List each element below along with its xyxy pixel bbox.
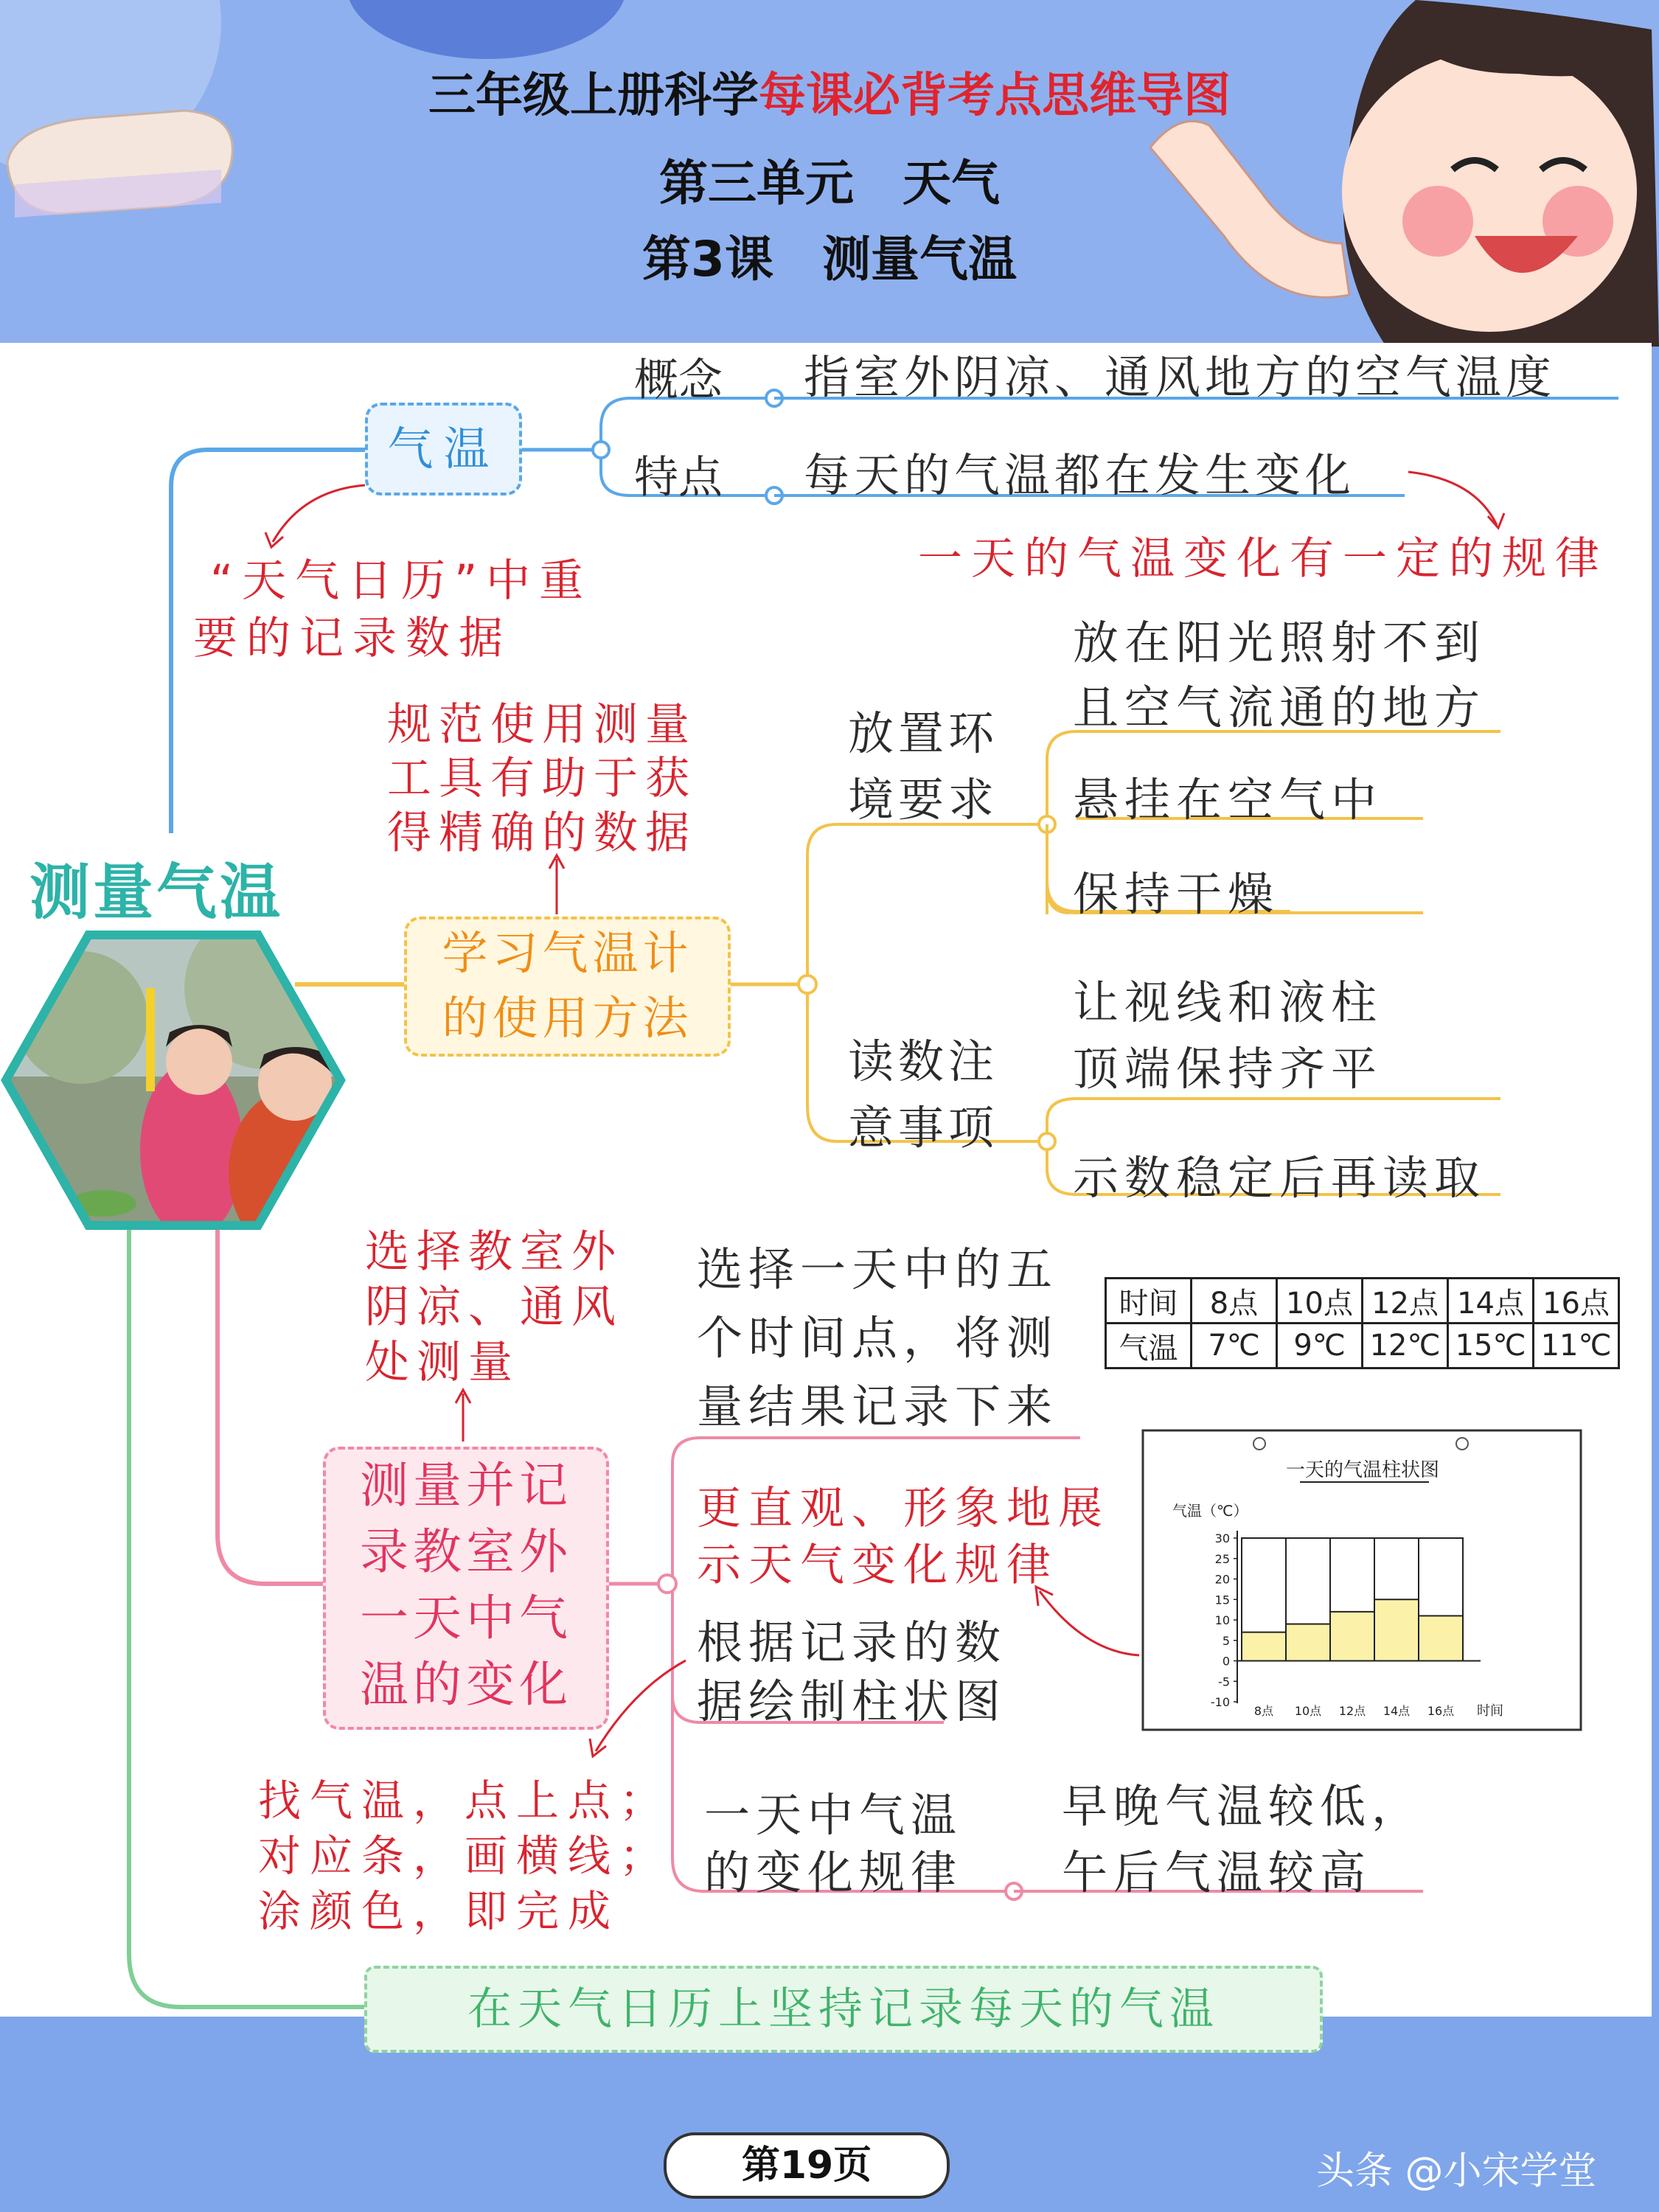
reading-item1-line2: 顶端保持齐平: [1073, 1042, 1383, 1096]
table-cell: 15℃: [1448, 1324, 1534, 1368]
placement-item1-line2: 且空气流通的地方: [1073, 681, 1486, 734]
bar: [1374, 1599, 1419, 1660]
record-node-line3: 一天中气: [360, 1590, 572, 1646]
placement-label-2: 境要求: [848, 773, 999, 827]
precision-note-1: 规范使用测量: [387, 699, 697, 751]
temperature-bar-chart: [1141, 1429, 1582, 1731]
drawing-tip-3: 涂颜色，即完成: [258, 1886, 620, 1936]
temperature-table: [1105, 1277, 1620, 1369]
record-node-line2: 录教室外: [360, 1523, 572, 1580]
feature-text: 每天的气温都在发生变化: [804, 448, 1356, 502]
placement-item2: 悬挂在空气中: [1073, 773, 1383, 827]
unit-title: 第三单元 天气: [659, 155, 1000, 212]
precision-note-2: 工具有助于获: [387, 753, 697, 804]
x-tick-label: 10点: [1294, 1704, 1322, 1718]
step1-line2: 个时间点，将测: [697, 1311, 1059, 1365]
pin-icon: [1456, 1438, 1468, 1450]
weather-calendar-note-2: 要的记录数据: [193, 613, 512, 664]
step3-line2: 的变化规律: [704, 1846, 963, 1899]
thermometer-node-line2: 的使用方法: [442, 991, 693, 1045]
weather-calendar-node: 在天气日历上坚持记录每天的气温: [364, 1966, 1323, 2053]
bar: [1242, 1632, 1286, 1661]
watermark: 头条 @小宋学堂: [1316, 2149, 1597, 2194]
x-tick-label: 8点: [1253, 1704, 1274, 1718]
x-tick-label: 16点: [1427, 1704, 1455, 1718]
pin-icon: [1253, 1438, 1265, 1450]
table-header-temp: 气温: [1106, 1324, 1192, 1368]
reading-item1-line1: 让视线和液柱: [1073, 975, 1383, 1029]
drawing-tip-2: 对应条，画横线；: [258, 1831, 672, 1881]
table-row-time: [1106, 1279, 1619, 1324]
table-row-temp: [1106, 1324, 1619, 1368]
step2-line2: 据绘制柱状图: [697, 1674, 1007, 1728]
placement-item3: 保持干燥: [1073, 867, 1280, 921]
table-cell: 16点: [1534, 1279, 1619, 1324]
table-cell: 9℃: [1277, 1324, 1363, 1368]
concept-label: 概念: [634, 355, 723, 406]
title-highlight: 每课必背考点思维导图: [759, 69, 1231, 123]
table-cell: 10点: [1277, 1279, 1363, 1324]
table-cell: 14点: [1448, 1279, 1534, 1324]
precision-note-3: 得精确的数据: [387, 807, 697, 859]
concept-text: 指室外阴凉、通风地方的空气温度: [804, 350, 1557, 404]
placement-label-1: 放置环: [848, 706, 999, 760]
y-tick-label: 10: [1214, 1613, 1230, 1627]
weather-calendar-note-1: “天气日历”中重: [210, 555, 593, 607]
table-cell: 7℃: [1192, 1324, 1277, 1368]
table-header-time: 时间: [1106, 1279, 1192, 1324]
children-photo: [0, 929, 347, 1231]
air-temperature-node: 气温: [365, 403, 522, 495]
lesson-title: 第3课 测量气温: [642, 231, 1017, 288]
location-note-3: 处测量: [365, 1337, 520, 1388]
reading-item2: 示数稳定后再读取: [1073, 1151, 1486, 1205]
thermometer-node-line1: 学习气温计: [442, 926, 693, 980]
bar: [1286, 1624, 1330, 1661]
y-tick-label: -5: [1218, 1674, 1230, 1689]
record-temperature-node: [323, 1447, 609, 1730]
daily-pattern-note: 一天的气温变化有一定的规律: [918, 533, 1608, 585]
table-cell: 12℃: [1363, 1324, 1448, 1368]
y-tick-label: 0: [1222, 1654, 1230, 1669]
table-cell: 11℃: [1534, 1324, 1619, 1368]
drawing-tip-1: 找气温，点上点；: [258, 1775, 672, 1826]
step3-line1: 一天中气温: [704, 1788, 963, 1842]
table-cell: 8点: [1192, 1279, 1277, 1324]
y-tick-label: -10: [1210, 1695, 1230, 1709]
location-note-1: 选择教室外: [365, 1226, 623, 1278]
title-prefix: 三年级上册科学: [428, 69, 759, 123]
record-node-line4: 温的变化: [360, 1656, 572, 1713]
chart-purpose-note-1: 更直观、形象地展: [697, 1483, 1110, 1534]
step1-line3: 量结果记录下来: [697, 1380, 1059, 1433]
y-tick-label: 15: [1214, 1593, 1230, 1607]
y-tick-label: 20: [1214, 1572, 1230, 1587]
reading-label-1: 读数注: [848, 1034, 999, 1088]
page-number: 第19页: [664, 2132, 950, 2199]
y-tick-label: 30: [1214, 1531, 1230, 1545]
chart-xlabel: 时间: [1477, 1703, 1503, 1719]
thermometer-usage-node: [404, 917, 731, 1057]
chart-title: 一天的气温柱状图: [1285, 1459, 1440, 1481]
y-tick-label: 5: [1222, 1633, 1230, 1648]
x-tick-label: 12点: [1338, 1704, 1366, 1718]
placement-item1-line1: 放在阳光照射不到: [1073, 616, 1486, 669]
reading-label-2: 意事项: [848, 1101, 999, 1155]
step2-line1: 根据记录的数: [697, 1615, 1007, 1669]
table-cell: 12点: [1363, 1279, 1448, 1324]
root-node-label: 测量气温: [29, 858, 284, 928]
y-tick-label: 25: [1214, 1551, 1230, 1566]
chart-ylabel: 气温（℃）: [1172, 1502, 1248, 1520]
step3-result-line1: 早晚气温较低，: [1062, 1779, 1424, 1833]
x-tick-label: 14点: [1382, 1704, 1411, 1718]
location-note-2: 阴凉、通风: [365, 1281, 623, 1333]
feature-label: 特点: [634, 452, 723, 504]
record-node-line1: 测量并记: [360, 1457, 572, 1514]
step1-line1: 选择一天中的五: [697, 1242, 1059, 1296]
chart-purpose-note-2: 示天气变化规律: [697, 1540, 1058, 1591]
bar: [1330, 1612, 1374, 1661]
bar: [1419, 1615, 1463, 1660]
step3-result-line2: 午后气温较高: [1062, 1846, 1372, 1899]
